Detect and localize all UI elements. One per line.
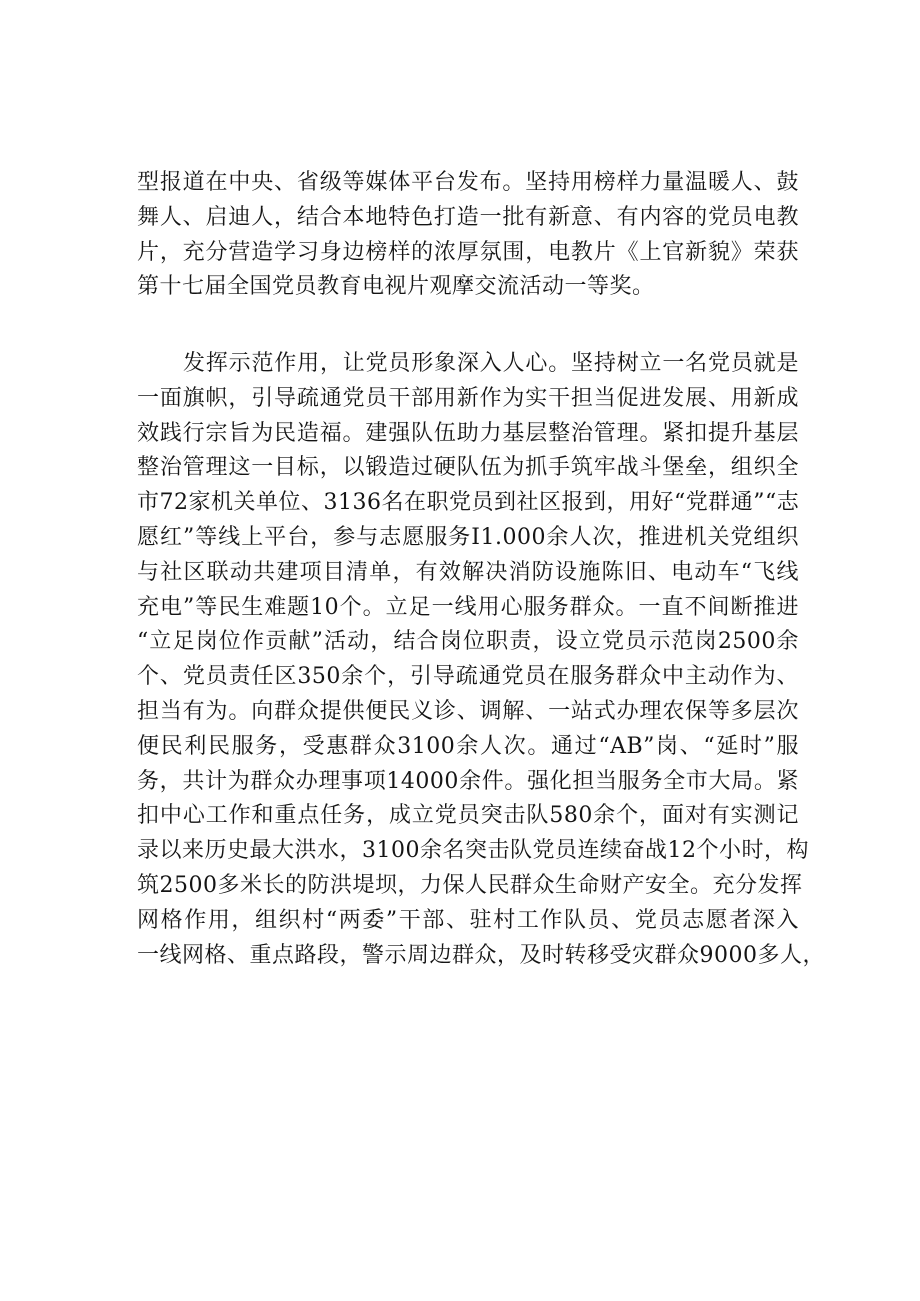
paragraph-line: 舞人、启迪人，结合本地特色打造一批有新意、有内容的党员电教 bbox=[137, 204, 799, 230]
paragraph-line: 第十七届全国党员教育电视片观摩交流活动一等奖。 bbox=[137, 274, 655, 300]
paragraph-role-model bbox=[137, 347, 825, 973]
paragraph-line: 筑2500多米长的防洪堤坝，力保人民群众生命财产安全。充分发挥 bbox=[137, 872, 803, 898]
paragraph-line: 便民利民服务，受惠群众3100余人次。通过“AB”岗、“延时”服 bbox=[137, 733, 799, 759]
paragraph-line: 一线网格、重点路段，警示周边群众，及时转移受灾群众9000多人， bbox=[137, 942, 825, 968]
paragraph-line: 整治管理这一目标，以锻造过硬队伍为抓手筑牢战斗堡垒，组织全 bbox=[137, 455, 799, 481]
paragraph-continued bbox=[137, 166, 799, 305]
paragraph-line: 片，充分营造学习身边榜样的浓厚氛围，电教片《上官新貌》荣获 bbox=[137, 239, 799, 265]
paragraph-line: 与社区联动共建项目清单，有效解决消防设施陈旧、电动车“飞线 bbox=[137, 559, 799, 585]
paragraph-line: 录以来历史最大洪水，3100余名突击队党员连续奋战12个小时，构 bbox=[137, 838, 809, 864]
paragraph-line: 市72家机关单位、3136名在职党员到社区报到，用好“党群通”“志 bbox=[137, 490, 800, 516]
paragraph-line: 一面旗帜，引导疏通党员干部用新作为实干担当促进发展、用新成 bbox=[137, 385, 799, 411]
paragraph-line: 型报道在中央、省级等媒体平台发布。坚持用榜样力量温暖人、鼓 bbox=[137, 170, 799, 195]
paragraph-line: 发挥示范作用，让党员形象深入人心。坚持树立一名党员就是 bbox=[183, 351, 799, 376]
paragraph-line: 扣中心工作和重点任务，成立党员突击队580余个，面对有实测记 bbox=[137, 803, 799, 829]
paragraph-line: 担当有为。向群众提供便民义诊、调解、一站式办理农保等多层次 bbox=[137, 698, 799, 724]
paragraph-line: “立足岗位作贡献”活动，结合岗位职责，设立党员示范岗2500余 bbox=[137, 629, 799, 655]
paragraph-line: 效践行宗旨为民造福。建强队伍助力基层整治管理。紧扣提升基层 bbox=[137, 420, 799, 446]
paragraph-line: 网格作用，组织村“两委”干部、驻村工作队员、党员志愿者深入 bbox=[137, 907, 799, 933]
paragraph-line: 充电”等民生难题10个。立足一线用心服务群众。一直不间断推进 bbox=[137, 594, 799, 620]
paragraph-line: 个、党员责任区350余个，引导疏通党员在服务群众中主动作为、 bbox=[137, 664, 799, 690]
paragraph-line: 愿红”等线上平台，参与志愿服务I1.000余人次，推进机关党组织 bbox=[137, 524, 799, 550]
paragraph-line: 务，共计为群众办理事项14000余件。强化担当服务全市大局。紧 bbox=[137, 768, 799, 794]
